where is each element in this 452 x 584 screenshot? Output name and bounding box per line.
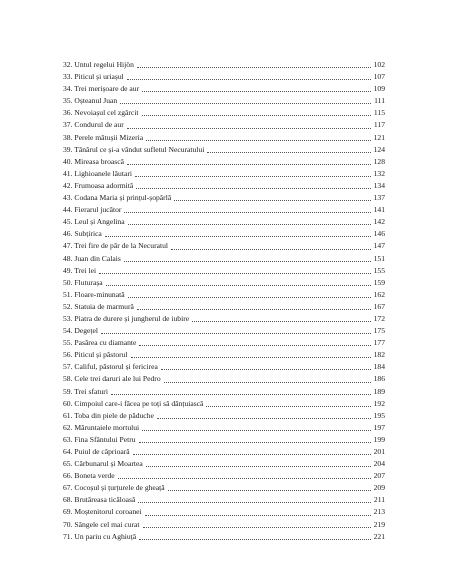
toc-entry xyxy=(63,144,385,156)
dot-leader xyxy=(127,127,371,129)
dot-leader xyxy=(157,417,371,419)
toc-entry-title: 40. Mireasa broască xyxy=(63,156,124,166)
dot-leader xyxy=(111,393,371,395)
toc-entry xyxy=(63,192,385,204)
toc-entry-page-number: 213 xyxy=(373,507,385,517)
toc-entry-page-number: 211 xyxy=(373,495,385,505)
toc-entry xyxy=(63,446,385,458)
toc-entry-page-number: 134 xyxy=(373,180,385,190)
toc-entry xyxy=(63,132,385,144)
dot-leader xyxy=(145,514,371,516)
toc-entry-page-number: 199 xyxy=(373,434,385,444)
toc-entry-page-number: 186 xyxy=(373,374,385,384)
toc-entry xyxy=(63,71,385,83)
toc-entry-title: 38. Perele mătușii Mizeria xyxy=(63,132,144,142)
toc-entry xyxy=(63,434,385,446)
toc-entry xyxy=(63,531,385,543)
dot-leader xyxy=(136,187,371,189)
toc-entry-title: 39. Tânărul ce și-a vândut sufletul Necuratului xyxy=(63,144,205,154)
toc-entry-title: 68. Brutăreasa ticăloasă xyxy=(63,495,136,505)
toc-entry-page-number: 175 xyxy=(373,326,385,336)
toc-entry-title: 47. Trei fire de păr de la Necuratul xyxy=(63,241,169,251)
toc-entry xyxy=(63,482,385,494)
toc-entry xyxy=(63,325,385,337)
dot-leader xyxy=(137,66,371,68)
toc-entry xyxy=(63,519,385,531)
toc-entry-title: 48. Juan din Calais xyxy=(63,253,121,263)
toc-entry xyxy=(63,83,385,95)
toc-entry xyxy=(63,119,385,131)
toc-entry-page-number: 151 xyxy=(373,253,385,263)
toc-entry xyxy=(63,180,385,192)
dot-leader xyxy=(137,308,371,310)
dot-leader xyxy=(131,356,371,358)
toc-entry-title: 70. Sângele cel mai curat xyxy=(63,519,140,529)
toc-entry xyxy=(63,204,385,216)
toc-entry xyxy=(63,337,385,349)
toc-entry-title: 51. Floare-minunată xyxy=(63,289,125,299)
toc-entry xyxy=(63,398,385,410)
toc-entry-page-number: 201 xyxy=(373,447,385,456)
toc-entry xyxy=(63,168,385,180)
toc-entry-page-number: 182 xyxy=(373,350,385,360)
toc-entry-page-number: 197 xyxy=(373,422,385,432)
dot-leader xyxy=(99,272,371,274)
toc-entry-title: 56. Piticul și păstorul xyxy=(63,350,128,360)
toc-entry-page-number: 162 xyxy=(373,289,385,299)
toc-entry-page-number: 109 xyxy=(373,84,385,94)
toc-entry-title: 63. Fina Sfântului Petru xyxy=(63,434,136,444)
toc-entry-page-number: 128 xyxy=(373,156,385,166)
toc-entry-page-number: 219 xyxy=(373,519,385,529)
dot-leader xyxy=(106,284,371,286)
dot-leader xyxy=(143,526,371,528)
toc-entry-page-number: 195 xyxy=(373,410,385,420)
toc-entry-page-number: 177 xyxy=(373,338,385,348)
toc-entry-page-number: 142 xyxy=(373,217,385,227)
toc-entry xyxy=(63,95,385,107)
dot-leader xyxy=(146,139,371,141)
toc-entry-page-number: 115 xyxy=(373,108,385,118)
toc-entry-page-number: 192 xyxy=(373,398,385,408)
toc-entry-title: 36. Nevoiașul cel zgârcit xyxy=(63,108,139,118)
toc-entry-page-number: 111 xyxy=(374,96,385,106)
toc-entry-title: 42. Frumoasa adormită xyxy=(63,180,134,190)
dot-leader xyxy=(161,368,371,370)
toc-entry xyxy=(63,59,385,71)
dot-leader xyxy=(142,429,371,431)
toc-entry xyxy=(63,107,385,119)
toc-entry-page-number: 137 xyxy=(373,193,385,203)
toc-entry-page-number: 121 xyxy=(373,132,385,142)
dot-leader xyxy=(192,320,371,322)
toc-entry xyxy=(63,301,385,313)
toc-entry-title: 50. Fluturașa xyxy=(63,277,103,287)
toc-entry-page-number: 102 xyxy=(373,60,385,69)
toc-entry-title: 46. Subțirica xyxy=(63,229,102,239)
toc-entry-page-number: 117 xyxy=(373,120,385,130)
toc-entry-page-number: 204 xyxy=(373,459,385,469)
dot-leader xyxy=(164,381,371,383)
dot-leader xyxy=(105,235,371,237)
toc-entry xyxy=(63,373,385,385)
toc-entry-title: 60. Cimpoiul care-i făcea pe toți să dănțuiască xyxy=(63,398,204,408)
dot-leader xyxy=(127,78,371,80)
dot-leader xyxy=(142,90,371,92)
toc-entry xyxy=(63,506,385,518)
dot-leader xyxy=(138,501,371,503)
toc-entry-title: 49. Trei lei xyxy=(63,265,97,275)
toc-entry-title: 52. Statuia de marmură xyxy=(63,301,134,311)
toc-entry-title: 58. Cele trei daruri ale lui Pedro xyxy=(63,374,161,384)
dot-leader xyxy=(207,151,371,153)
toc-entry xyxy=(63,156,385,168)
toc-entry-title: 64. Puiul de căprioară xyxy=(63,447,130,456)
toc-entry-page-number: 209 xyxy=(373,483,385,493)
toc-entry-title: 66. Boneta verde xyxy=(63,471,115,481)
toc-entry-title: 35. Oșteanul Juan xyxy=(63,96,118,106)
dot-leader xyxy=(127,163,371,165)
dot-leader xyxy=(128,296,371,298)
dot-leader xyxy=(171,248,371,250)
toc-entry-title: 53. Piatra de durere și jungherul de iubire xyxy=(63,313,190,323)
dot-leader xyxy=(139,344,371,346)
toc-entry xyxy=(63,216,385,228)
dot-leader xyxy=(118,477,371,479)
toc-entry-title: 43. Codana Maria și prințul-șopârlă xyxy=(63,193,172,203)
toc-entry xyxy=(63,410,385,422)
toc-entry-page-number: 146 xyxy=(373,229,385,239)
toc-entry-page-number: 124 xyxy=(373,144,385,154)
toc-entry-page-number: 221 xyxy=(373,531,385,541)
dot-leader xyxy=(124,260,371,262)
toc-entry xyxy=(63,470,385,482)
toc-entry-title: 32. Untul regelui Hijön xyxy=(63,60,134,69)
toc-entry xyxy=(63,422,385,434)
toc-entry-title: 69. Moștenitorul coroanei xyxy=(63,507,142,517)
toc-entry-title: 65. Cărbunarul și Moartea xyxy=(63,459,143,469)
dot-leader xyxy=(139,538,371,540)
toc-entry-page-number: 167 xyxy=(373,301,385,311)
toc-entry-page-number: 141 xyxy=(373,205,385,215)
toc-entry xyxy=(63,458,385,470)
toc-entry-title: 59. Trei sfaturi xyxy=(63,386,108,396)
dot-leader xyxy=(174,199,371,201)
dot-leader xyxy=(142,114,372,116)
toc-entry-title: 34. Trei merișoare de aur xyxy=(63,84,140,94)
toc-entry-title: 61. Toba din piele de păduche xyxy=(63,410,154,420)
toc-entry-page-number: 147 xyxy=(373,241,385,251)
toc-entry-title: 55. Pasărea cu diamante xyxy=(63,338,137,348)
dot-leader xyxy=(146,465,371,467)
toc-entry xyxy=(63,361,385,373)
toc-entry xyxy=(63,277,385,289)
dot-leader xyxy=(133,453,371,455)
toc-entry xyxy=(63,265,385,277)
toc-entry xyxy=(63,240,385,252)
toc-entry-title: 37. Condurul de aur xyxy=(63,120,124,130)
toc-entry-page-number: 184 xyxy=(373,362,385,372)
toc-entry xyxy=(63,349,385,361)
toc-entry-title: 57. Califul, păstorul și fericirea xyxy=(63,362,158,372)
toc-entry-page-number: 207 xyxy=(373,471,385,481)
toc-entry xyxy=(63,289,385,301)
toc-entry xyxy=(63,494,385,506)
dot-leader xyxy=(101,332,371,334)
toc-entry-title: 45. Leul și Angelina xyxy=(63,217,125,227)
toc-entry-page-number: 155 xyxy=(373,265,385,275)
dot-leader xyxy=(206,405,371,407)
toc-entry-title: 71. Un pariu cu Aghiuță xyxy=(63,531,137,541)
toc-entry xyxy=(63,313,385,325)
toc-entry-page-number: 172 xyxy=(373,313,385,323)
toc-entry-title: 41. Lighioanele lăutari xyxy=(63,168,132,178)
dot-leader xyxy=(124,211,371,213)
dot-leader xyxy=(128,223,371,225)
toc-entry-title: 67. Cocoșul și țurțurele de gheață xyxy=(63,483,165,493)
toc-entry-title: 62. Măruntaiele mortului xyxy=(63,422,140,432)
toc-entry xyxy=(63,228,385,240)
toc-entry-page-number: 159 xyxy=(373,277,385,287)
dot-leader xyxy=(120,102,371,104)
toc-entry-page-number: 189 xyxy=(373,386,385,396)
toc-entry-page-number: 107 xyxy=(373,72,385,82)
toc-entry-title: 54. Degețel xyxy=(63,326,99,336)
dot-leader xyxy=(139,441,371,443)
dot-leader xyxy=(135,175,371,177)
table-of-contents xyxy=(63,59,385,543)
toc-entry xyxy=(63,386,385,398)
toc-entry xyxy=(63,253,385,265)
dot-leader xyxy=(168,489,371,491)
toc-entry-page-number: 132 xyxy=(373,168,385,178)
toc-entry-title: 44. Fierarul jucător xyxy=(63,205,122,215)
toc-entry-title: 33. Piticul și uriașul xyxy=(63,72,124,82)
